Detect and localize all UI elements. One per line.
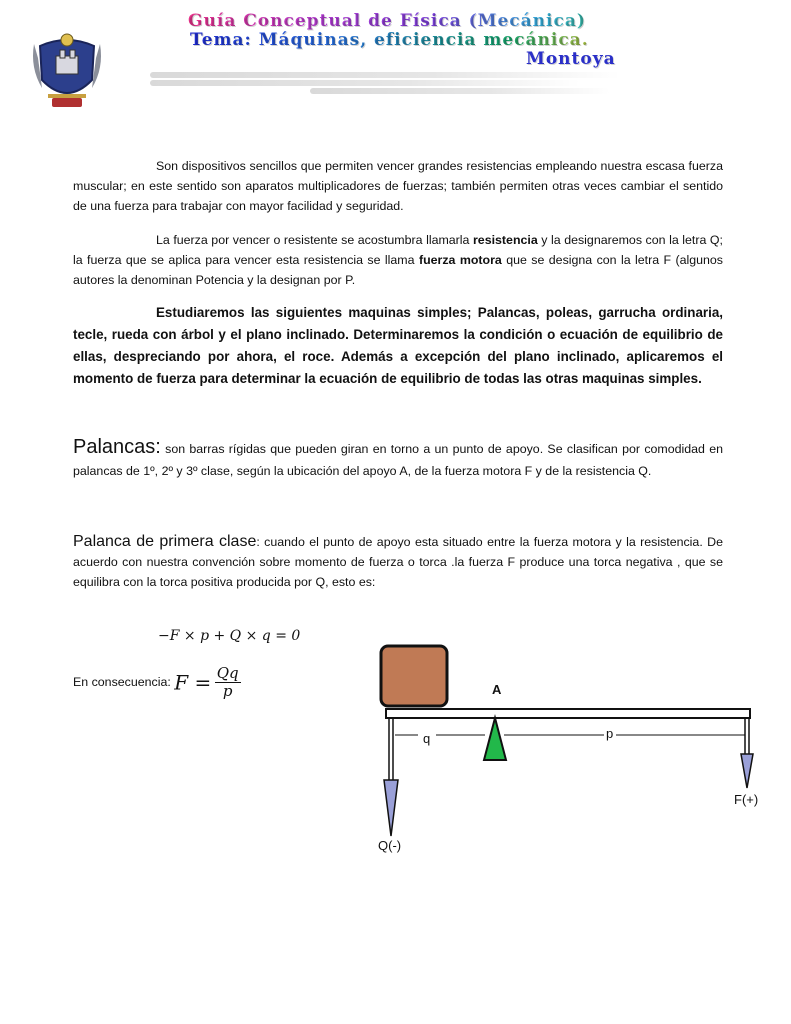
lever-bar (386, 709, 750, 718)
lever-diagram (370, 640, 770, 860)
school-crest-logo (30, 28, 104, 114)
fulcrum-triangle (484, 718, 506, 760)
term-resistencia: resistencia (472, 233, 538, 247)
intro-paragraph-3: Estudiaremos las siguientes maquinas simples; Palancas, poleas, garrucha ordinaria, tecle, rueda con árbol y el plano inclinado. Determinaremos la condición o ecuación de equilibrio de ellas, despreciando por ahora, el roce. Además a excepción del plano inclinado, aplicaremos el momento de fuerza para determinar la ecuación de equilibrio de todas las otras maquinas simples. (73, 305, 723, 386)
result-fraction: $\frac{Qq}{p}$ (216, 664, 239, 701)
intro-paragraph-1: Son dispositivos sencillos que permiten vencer grandes resistencias empleando nuestra escasa fuerza muscular; en este sentido son aparatos multiplicadores de fuerzas; también permiten otras veces cambiar el sentido de una fuerza para trabajar con mayor facilidad y seguridad. (73, 159, 723, 213)
intro-paragraph-2: La fuerza por vencer o resistente se acostumbra llamarla resistencia y la designaremos con la letra Q; la fuerza que se aplica para vencer esta resistencia se llama fuerza motora que se designa con la letra F (algunos autores la denominan Potencia y la designan por P. (73, 233, 723, 287)
label-p: p (606, 726, 614, 741)
q-arrow-head (384, 780, 398, 836)
consequence-line: En consecuencia: F = $\frac{Qq}{p}$ (73, 664, 239, 701)
header-title: Guía Conceptual de Física (Mecánica) (188, 12, 770, 31)
resistance-block (381, 646, 447, 706)
document-header (150, 12, 770, 69)
result-lhs: F = (174, 670, 212, 695)
equilibrium-equation: −F × p + Q × q = 0 (158, 628, 301, 644)
term-fuerza-motora: fuerza motora (418, 253, 502, 267)
primera-clase-paragraph: Palanca de primera clase: cuando el punto de apoyo esta situado entre la fuerza motora y la resistencia. De acuerdo con nuestra convención sobre momento de fuerza o torca .la fuerza F produce una torca negativa , que se equilibra con la torca positiva producida por Q, esto es: (73, 533, 723, 589)
label-A: A (492, 682, 502, 697)
header-reflection (150, 72, 630, 98)
primera-clase-heading: Palanca de primera clase (73, 533, 257, 550)
palancas-heading: Palancas: (73, 436, 161, 458)
label-Q: Q(-) (378, 838, 402, 853)
palancas-paragraph: Palancas: son barras rígidas que pueden giran en torno a un punto de apoyo. Se clasifican por comodidad en palancas de 1º, 2º y 3º clase, según la ubicación del apoyo A, de la fuerza motora F y de la resistencia Q. (73, 436, 723, 478)
label-F: F(+) (734, 792, 759, 807)
f-arrow-head (741, 754, 753, 788)
label-q: q (423, 731, 431, 746)
header-author: Montoya (526, 49, 616, 69)
header-topic: Tema: Máquinas, eficiencia mecánica. (190, 31, 770, 50)
